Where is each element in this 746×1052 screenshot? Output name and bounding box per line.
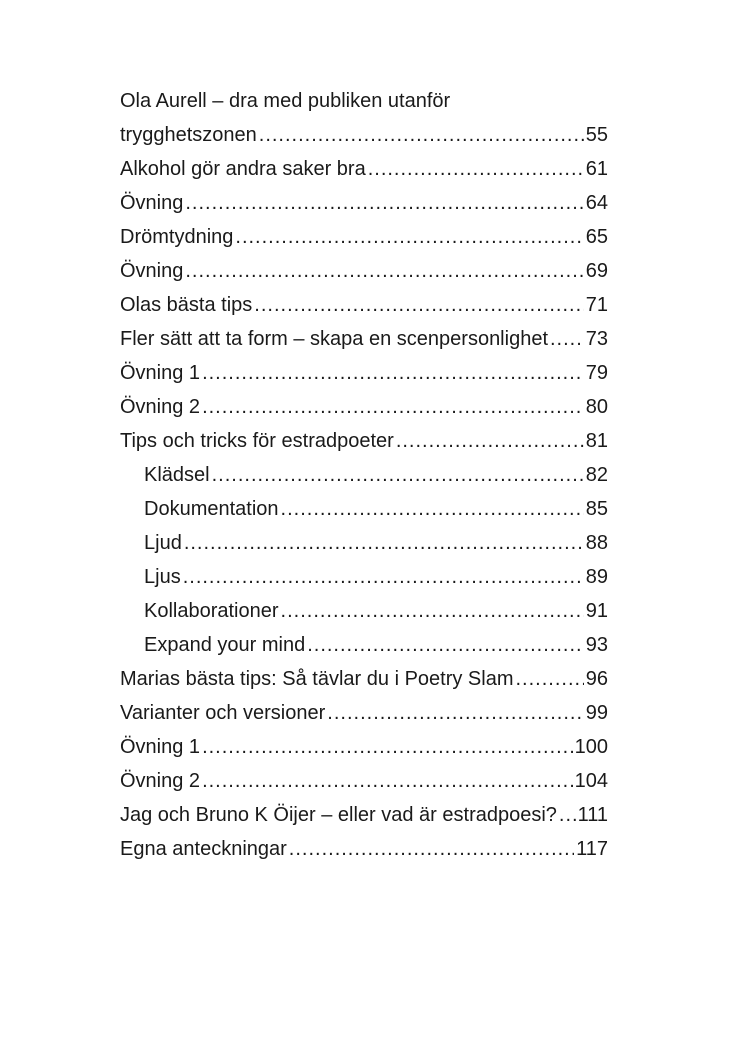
- toc-entry-page: 99: [585, 702, 608, 724]
- toc-leader-dots: [183, 560, 584, 594]
- toc-leader-dots: [289, 832, 574, 866]
- toc-entry-page: 117: [576, 838, 608, 860]
- toc-entry-page: 73: [585, 328, 608, 350]
- toc-subentry: [120, 594, 608, 628]
- toc-leader-dots: [185, 186, 583, 220]
- toc-entry-title: Övning 2: [120, 396, 201, 418]
- toc-entry-title: Egna anteckningar: [120, 838, 287, 860]
- toc-entry-title: Övning: [120, 260, 184, 282]
- toc-subentry: [120, 526, 608, 560]
- toc-entry-title: Drömtydning: [120, 226, 234, 248]
- toc-leader-dots: [212, 458, 584, 492]
- toc-entry-page: 55: [585, 124, 608, 146]
- toc-entry-title: Marias bästa tips: Så tävlar du i Poetry Slam: [120, 668, 514, 690]
- toc-entry-title: Kollaborationer: [144, 600, 279, 622]
- toc-subentry: [120, 492, 608, 526]
- toc-leader-dots: [550, 322, 584, 356]
- toc-entry-title: Fler sätt att ta form – skapa en scenpersonlighet: [120, 328, 548, 350]
- toc-entry: [120, 254, 608, 288]
- toc-leader-dots: [235, 220, 583, 254]
- toc-entry-page: 88: [585, 532, 608, 554]
- toc-entry: [120, 152, 608, 186]
- toc-entry: [120, 288, 608, 322]
- toc-leader-dots: [202, 764, 573, 798]
- toc-entry-title: Varianter och versioner: [120, 702, 326, 724]
- toc-leader-dots: [281, 594, 584, 628]
- toc-leader-dots: [307, 628, 584, 662]
- toc-entry-page: 104: [574, 770, 608, 792]
- toc-entry-page: 81: [585, 430, 608, 452]
- toc-leader-dots: [396, 424, 584, 458]
- toc-entry-title: Ljud: [144, 532, 182, 554]
- toc-leader-dots: [202, 390, 584, 424]
- toc-entry: [120, 84, 608, 118]
- toc-subentry: [120, 458, 608, 492]
- toc-entry: [120, 186, 608, 220]
- toc-subentry: [120, 560, 608, 594]
- toc-subentry: [120, 628, 608, 662]
- toc-leader-dots: [259, 118, 584, 152]
- toc-leader-dots: [368, 152, 584, 186]
- toc-entry-title: Övning 1: [120, 736, 201, 758]
- toc-entry: [120, 390, 608, 424]
- toc-leader-dots: [185, 254, 583, 288]
- toc-entry-page: 96: [585, 668, 608, 690]
- toc-leader-dots: [202, 730, 573, 764]
- toc-entry-page: 69: [585, 260, 608, 282]
- toc-entry: [120, 764, 608, 798]
- toc-entry: [120, 220, 608, 254]
- toc-leader-dots: [559, 798, 576, 832]
- toc-entry: [120, 322, 608, 356]
- toc-entry-title: trygghetszonen: [120, 124, 257, 146]
- toc-leader-dots: [254, 288, 583, 322]
- toc-entry-page: 65: [585, 226, 608, 248]
- toc-entry-page: 82: [585, 464, 608, 486]
- toc-entry-page: 71: [585, 294, 608, 316]
- toc-entry-title: Övning: [120, 192, 184, 214]
- toc-entry-title: Klädsel: [144, 464, 210, 486]
- toc-entry-title: Alkohol gör andra saker bra: [120, 158, 366, 180]
- toc-entry-page: 89: [585, 566, 608, 588]
- toc-entry: [120, 356, 608, 390]
- toc-entry: [120, 832, 608, 866]
- toc-entry-title: Olas bästa tips: [120, 294, 253, 316]
- toc-entry-title: Ola Aurell – dra med publiken utanför: [120, 90, 451, 112]
- toc-entry-page: 100: [574, 736, 608, 758]
- toc-leader-dots: [184, 526, 584, 560]
- toc-entry: [120, 118, 608, 152]
- toc-entry-title: Dokumentation: [144, 498, 279, 520]
- toc-entry-page: 91: [585, 600, 608, 622]
- toc-leader-dots: [516, 662, 584, 696]
- toc-entry-page: 61: [585, 158, 608, 180]
- toc-entry-page: 79: [585, 362, 608, 384]
- table-of-contents: [120, 84, 608, 866]
- toc-entry-title: Expand your mind: [144, 634, 306, 656]
- toc-entry-page: 80: [585, 396, 608, 418]
- toc-entry-title: Tips och tricks för estradpoeter: [120, 430, 394, 452]
- toc-entry-page: 93: [585, 634, 608, 656]
- toc-entry-title: Jag och Bruno K Öijer – eller vad är estradpoesi?: [120, 804, 557, 826]
- toc-entry-title: Övning 2: [120, 770, 201, 792]
- toc-entry: [120, 730, 608, 764]
- toc-entry: [120, 798, 608, 832]
- toc-entry: [120, 662, 608, 696]
- toc-entry-title: Övning 1: [120, 362, 201, 384]
- toc-entry-page: 111: [577, 804, 608, 826]
- toc-entry: [120, 424, 608, 458]
- toc-entry-page: 64: [585, 192, 608, 214]
- toc-entry-title: Ljus: [144, 566, 181, 588]
- toc-entry-page: 85: [585, 498, 608, 520]
- toc-leader-dots: [202, 356, 584, 390]
- toc-leader-dots: [327, 696, 583, 730]
- toc-leader-dots: [281, 492, 584, 526]
- toc-entry: [120, 696, 608, 730]
